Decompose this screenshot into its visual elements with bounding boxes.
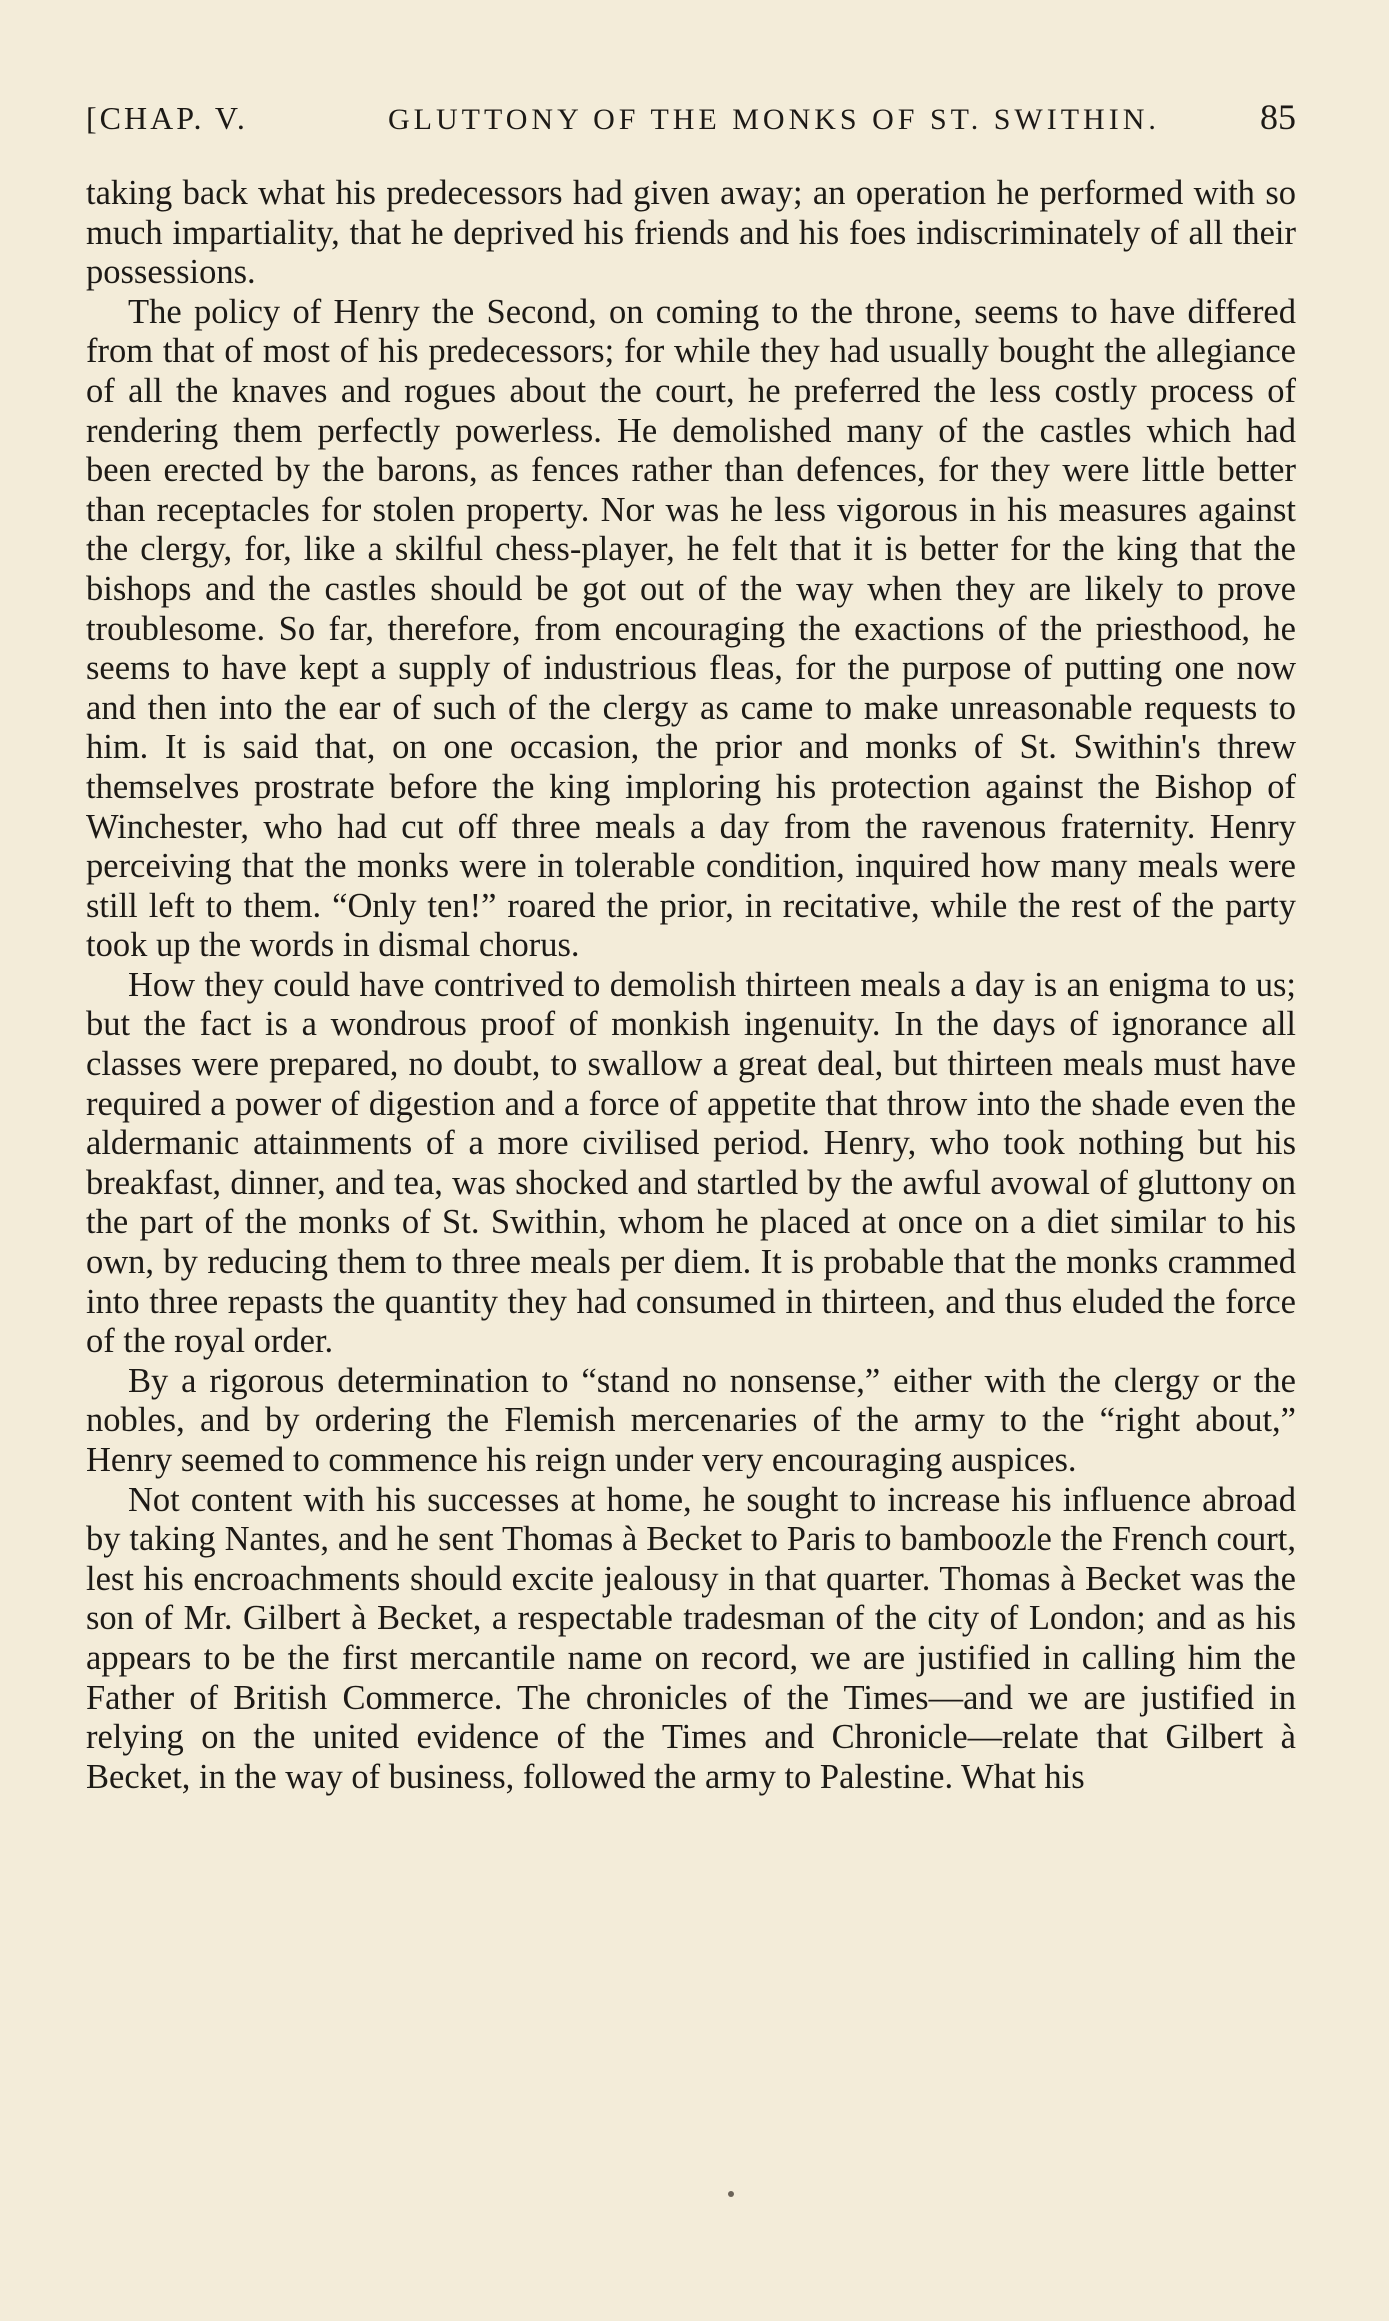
paragraph-continuation: taking back what his predecessors had given away; an operation he performed with so much impartiality, that he deprived his friends and his foes indiscriminately of all their possessions.: [86, 174, 1296, 292]
book-page: [86, 96, 1296, 1797]
body-text: [86, 174, 1296, 1797]
paragraph-rigorous-determination: By a rigorous determination to “stand no nonsense,” either with the clergy or the nobles, and by ordering the Flemish mercenaries of the army to the “right about,” Henry seemed to commence his reign under very encouraging auspices.: [86, 1361, 1296, 1479]
chapter-label: [CHAP. V.: [86, 100, 248, 136]
paragraph-thirteen-meals: How they could have contrived to demolish thirteen meals a day is an enigma to us; but the fact is a wondrous proof of monkish ingenuity. In the days of ignorance all classes were prepared, no doubt, to swallow a great deal, but thirteen meals must have required a power of digestion and a force of appetite that throw into the shade even the aldermanic attainments of a more civilised period. Henry, who took nothing but his breakfast, dinner, and tea, was shocked and startled by the awful avowal of gluttony on the part of the monks of St. Swithin, whom he placed at once on a diet similar to his own, by reducing them to three meals per diem. It is probable that the monks crammed into three repasts the quantity they had consumed in thirteen, and thus eluded the force of the royal order.: [86, 965, 1296, 1361]
running-title: GLUTTONY OF THE MONKS OF ST. SWITHIN.: [387, 103, 1160, 136]
running-header: [86, 96, 1296, 154]
paragraph-becket: Not content with his successes at home, he sought to increase his influence abroad by taking Nantes, and he sent Thomas à Becket to Paris to bamboozle the French court, lest his encroachments should excite jealousy in that quarter. Thomas à Becket was the son of Mr. Gilbert à Becket, a respectable tradesman of the city of London; and as his appears to be the first mercantile name on record, we are justified in calling him the Father of British Commerce. The chronicles of the Times—and we are justified in relying on the united evidence of the Times and Chronicle—relate that Gilbert à Becket, in the way of business, followed the army to Palestine. What his: [86, 1480, 1296, 1796]
paragraph-henry-policy: The policy of Henry the Second, on coming to the throne, seems to have differed from that of most of his predecessors; for while they had usually bought the allegiance of all the knaves and rogues about the court, he preferred the less costly process of rendering them perfectly powerless. He demolished many of the castles which had been erected by the barons, as fences rather than defences, for they were little better than receptacles for stolen property. Nor was he less vigorous in his measures against the clergy, for, like a skilful chess-player, he felt that it is better for the king that the bishops and the castles should be got out of the way when they are likely to prove troublesome. So far, therefore, from encouraging the exactions of the priesthood, he seems to have kept a supply of industrious fleas, for the purpose of putting one now and then into the ear of such of the clergy as came to make unreasonable requests to him. It is said that, on one occasion, the prior and monks of St. Swithin's threw themselves prostrate before the king imploring his protection against the Bishop of Winchester, who had cut off three meals a day from the ravenous fraternity. Henry perceiving that the monks were in tolerable condition, inquired how many meals were still left to them. “Only ten!” roared the prior, in recitative, while the rest of the party took up the words in dismal chorus.: [86, 292, 1296, 965]
ink-speck: [728, 2191, 734, 2197]
page-number: 85: [1260, 97, 1296, 137]
